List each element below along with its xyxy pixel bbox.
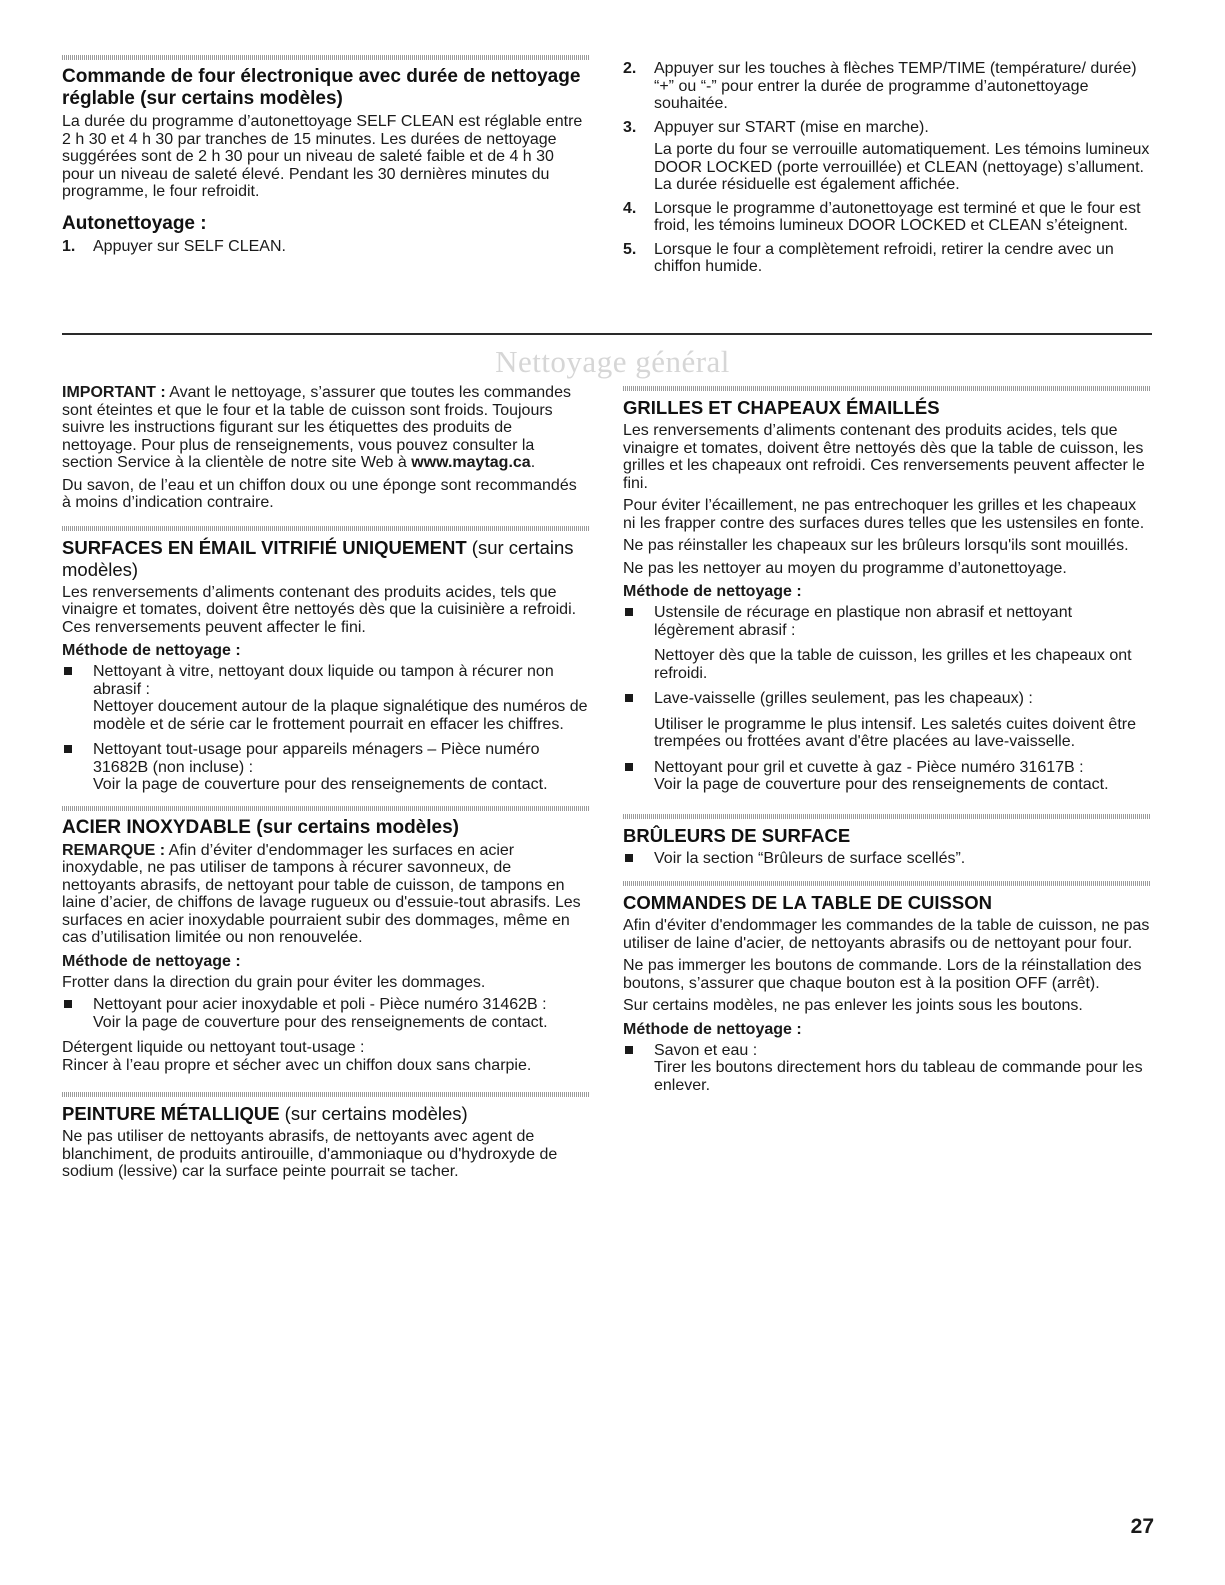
list-item-detail: Nettoyer dès que la table de cuisson, les grilles et les chapeaux ont refroidi. bbox=[654, 647, 1132, 682]
method-label: Méthode de nettoyage : bbox=[623, 583, 802, 600]
method-label: Méthode de nettoyage : bbox=[62, 642, 241, 659]
stainless-method-list bbox=[62, 996, 589, 1031]
step-number: 3. bbox=[623, 118, 637, 136]
list-item bbox=[62, 741, 589, 794]
step-item bbox=[623, 200, 1150, 235]
list-item-text: Savon et eau : bbox=[654, 1041, 758, 1059]
left-column bbox=[62, 384, 589, 1193]
section-divider bbox=[62, 526, 589, 531]
step-number: 2. bbox=[623, 60, 637, 77]
grates-text-2: Pour éviter l’écaillement, ne pas entrechoquer les grilles et les chapeaux ni les frapper contre des surfaces dures telles que les ustensiles en fonte. bbox=[623, 497, 1145, 532]
step-text: Lorsque le programme d’autonettoyage est terminé et que le four est froid, les témoins lumineux DOOR LOCKED et CLEAN s’éteignent. bbox=[654, 199, 1141, 234]
controls-section bbox=[623, 881, 1150, 1094]
enamel-heading-bold: SURFACES EN ÉMAIL VITRIFIÉ UNIQUEMENT bbox=[62, 536, 467, 558]
square-bullet-icon bbox=[625, 694, 633, 702]
list-item-detail: Voir la page de couverture pour des renseignements de contact. bbox=[654, 776, 1109, 793]
list-item bbox=[623, 604, 1150, 682]
section-divider bbox=[623, 386, 1150, 391]
grates-text-1: Les renversements d’aliments contenant des produits acides, tels que vinaigre et tomates, doivent être nettoyés dès que la table de cuisson, les grilles et les chapeaux ont refroidi. Ces renversements peuvent affecter le fini. bbox=[623, 422, 1145, 492]
enamel-heading-note: (sur certains modèles) bbox=[62, 536, 574, 580]
right-column bbox=[623, 386, 1150, 1106]
list-item-text: Nettoyant pour gril et cuvette à gaz - Pièce numéro 31617B : bbox=[654, 758, 1084, 776]
grates-text-3: Ne pas réinstaller les chapeaux sur les brûleurs lorsqu'ils sont mouillés. bbox=[623, 537, 1129, 554]
controls-method-list bbox=[623, 1042, 1150, 1095]
important-end: . bbox=[530, 454, 536, 471]
step-text: Appuyer sur SELF CLEAN. bbox=[93, 237, 286, 255]
step-item bbox=[623, 241, 1150, 276]
list-item-text: Voir la section “Brûleurs de surface scellés”. bbox=[654, 849, 966, 867]
burners-heading: BRÛLEURS DE SURFACE bbox=[623, 824, 851, 846]
enamel-heading bbox=[62, 537, 589, 581]
oven-control-text: La durée du programme d’autonettoyage SELF CLEAN est réglable entre 2 h 30 et 4 h 30 par tranches de 15 minutes. Les durées de nettoyage suggérées sont de 2 h 30 pour un niveau de saleté faible et de 4 h 30 pour un niveau de saleté élevé. Pendant les 30 dernières minutes du programme, le four refroidit. bbox=[62, 113, 583, 200]
square-bullet-icon bbox=[625, 1046, 633, 1054]
remark-label: REMARQUE : bbox=[62, 841, 166, 859]
step-item bbox=[62, 238, 589, 256]
autoclean-heading: Autonettoyage : bbox=[62, 212, 207, 234]
grates-method-list bbox=[623, 604, 1150, 794]
website-link[interactable]: www.maytag.ca bbox=[411, 454, 531, 471]
autoclean-steps-continued bbox=[623, 60, 1150, 276]
top-right-column bbox=[623, 60, 1150, 282]
oven-control-heading: Commande de four électronique avec durée de nettoyage réglable (sur certains modèles) bbox=[62, 66, 581, 109]
step-text: Appuyer sur les touches à flèches TEMP/TIME (température/ durée) “+” ou “-” pour entrer la durée de programme d’autonettoyage souhaitée. bbox=[654, 60, 1137, 112]
square-bullet-icon bbox=[64, 745, 72, 753]
section-divider bbox=[62, 806, 589, 811]
paint-heading-bold: PEINTURE MÉTALLIQUE bbox=[62, 1103, 280, 1124]
section-divider bbox=[62, 55, 589, 60]
square-bullet-icon bbox=[625, 763, 633, 771]
page-number: 27 bbox=[1130, 1515, 1154, 1538]
paint-section bbox=[62, 1092, 589, 1181]
remark-text: Afin d’éviter d'endommager les surfaces en acier inoxydable, ne pas utiliser de tampons à récurer savonneux, de nettoyants abrasifs, de nettoyant pour table de cuisson, de tampons en laine d’acier, de chiffons de lavage rugueux ou d'essuie-tout abrasifs. Les surfaces en acier inoxydable pourraient subir des dommages, même en cas d’utilisation limitée ou non renouvelée. bbox=[62, 841, 581, 946]
step-detail: La porte du four se verrouille automatiquement. Les témoins lumineux DOOR LOCKED (porte verrouillée) et CLEAN (nettoyage) s’allument. La durée résiduelle est également affichée. bbox=[654, 141, 1150, 193]
grates-heading: GRILLES ET CHAPEAUX ÉMAILLÉS bbox=[623, 397, 940, 418]
square-bullet-icon bbox=[625, 608, 633, 616]
list-item bbox=[623, 850, 1150, 868]
burners-list bbox=[623, 850, 1150, 868]
enamel-text: Les renversements d’aliments contenant des produits acides, tels que vinaigre et tomates, doivent être nettoyés dès que la cuisinière a refroidi. Ces renversements peuvent affecter le fini. bbox=[62, 583, 577, 636]
square-bullet-icon bbox=[64, 667, 72, 675]
enamel-method-list bbox=[62, 663, 589, 794]
important-text: Avant le nettoyage, s’assurer que toutes les commandes sont éteintes et que le four et la table de cuisson sont froids. Toujours suivre les instructions figurant sur les étiquettes des produits de nettoyage. Pour plus de renseignements, vous pouvez consulter la section Service à la clientèle de notre site Web à bbox=[62, 384, 571, 471]
square-bullet-icon bbox=[625, 854, 633, 862]
grates-text-4: Ne pas les nettoyer au moyen du programme d’autonettoyage. bbox=[623, 559, 1067, 577]
detergent-line: Détergent liquide ou nettoyant tout-usage : bbox=[62, 1039, 365, 1056]
enamel-section bbox=[62, 526, 589, 794]
paint-heading-note: (sur certains modèles) bbox=[279, 1103, 468, 1124]
important-label: IMPORTANT : bbox=[62, 384, 166, 401]
stainless-section bbox=[62, 806, 589, 1075]
controls-heading: COMMANDES DE LA TABLE DE CUISSON bbox=[623, 892, 992, 913]
step-number: 4. bbox=[623, 199, 637, 217]
section-divider bbox=[62, 1092, 589, 1097]
paint-heading bbox=[62, 1103, 589, 1125]
step-item bbox=[623, 119, 1150, 194]
list-item bbox=[62, 996, 589, 1031]
paint-text: Ne pas utiliser de nettoyants abrasifs, de nettoyants avec agent de blanchiment, de produits antirouille, d'ammoniaque ou d'hydroxyde de sodium (lessive) car la surface peinte pourrait se tacher. bbox=[62, 1128, 558, 1180]
list-item-detail: Nettoyer doucement autour de la plaque signalétique des numéros de modèle et de série car le frottement pourrait en effacer les chiffres. bbox=[93, 698, 588, 733]
step-text: Lorsque le four a complètement refroidi, retirer la cendre avec un chiffon humide. bbox=[654, 240, 1114, 275]
list-item bbox=[623, 690, 1150, 751]
rub-instruction: Frotter dans la direction du grain pour éviter les dommages. bbox=[62, 973, 486, 991]
stainless-heading: ACIER INOXYDABLE (sur certains modèles) bbox=[62, 816, 459, 838]
autoclean-steps bbox=[62, 238, 589, 256]
section-divider bbox=[623, 881, 1150, 886]
detergent-paragraph bbox=[62, 1039, 589, 1074]
list-item-text: Nettoyant à vitre, nettoyant doux liquide ou tampon à récurer non abrasif : bbox=[93, 663, 554, 698]
soap-paragraph: Du savon, de l’eau et un chiffon doux ou une éponge sont recommandés à moins d’indication contraire. bbox=[62, 476, 577, 511]
list-item-detail: Voir la page de couverture pour des renseignements de contact. bbox=[93, 776, 548, 793]
list-item-text: Ustensile de récurage en plastique non abrasif et nettoyant légèrement abrasif : bbox=[654, 604, 1073, 639]
important-paragraph bbox=[62, 384, 589, 472]
list-item bbox=[623, 1042, 1150, 1095]
list-item-detail: Tirer les boutons directement hors du tableau de commande pour les enlever. bbox=[654, 1059, 1143, 1094]
list-item-text: Lave-vaisselle (grilles seulement, pas les chapeaux) : bbox=[654, 690, 1033, 707]
controls-text-3: Sur certains modèles, ne pas enlever les joints sous les boutons. bbox=[623, 997, 1083, 1014]
section-divider bbox=[623, 814, 1150, 819]
list-item bbox=[62, 663, 589, 733]
top-left-column bbox=[62, 55, 589, 261]
step-text: Appuyer sur START (mise en marche). bbox=[654, 118, 929, 136]
method-label: Méthode de nettoyage : bbox=[62, 952, 241, 970]
list-item-detail: Utiliser le programme le plus intensif. Les saletés cuites doivent être trempées ou frottées avant d'être placées au lave-vaisselle. bbox=[654, 715, 1136, 750]
square-bullet-icon bbox=[64, 1000, 72, 1008]
grates-section bbox=[623, 386, 1150, 794]
list-item-text: Nettoyant tout-usage pour appareils ménagers – Pièce numéro 31682B (non incluse) : bbox=[93, 741, 540, 776]
rinse-line: Rincer à l’eau propre et sécher avec un chiffon doux sans charpie. bbox=[62, 1056, 532, 1074]
method-label: Méthode de nettoyage : bbox=[623, 1020, 802, 1038]
step-number: 5. bbox=[623, 240, 637, 258]
horizontal-rule bbox=[62, 333, 1152, 335]
stainless-remark bbox=[62, 842, 589, 947]
list-item-detail: Voir la page de couverture pour des renseignements de contact. bbox=[93, 1013, 548, 1031]
list-item bbox=[623, 759, 1150, 794]
controls-text-1: Afin d'éviter d'endommager les commandes de la table de cuisson, ne pas utiliser de laine d'acier, de nettoyants abrasifs ou de nettoyant pour four. bbox=[623, 917, 1150, 952]
step-number: 1. bbox=[62, 237, 76, 255]
controls-text-2: Ne pas immerger les boutons de commande. Lors de la réinstallation des boutons, s’assurer que chaque bouton est à la position OFF (arrêt). bbox=[623, 957, 1142, 992]
section-title: Nettoyage général bbox=[495, 344, 730, 379]
list-item-text: Nettoyant pour acier inoxydable et poli - Pièce numéro 31462B : bbox=[93, 996, 547, 1013]
step-item bbox=[623, 60, 1150, 113]
burners-section bbox=[623, 814, 1150, 868]
